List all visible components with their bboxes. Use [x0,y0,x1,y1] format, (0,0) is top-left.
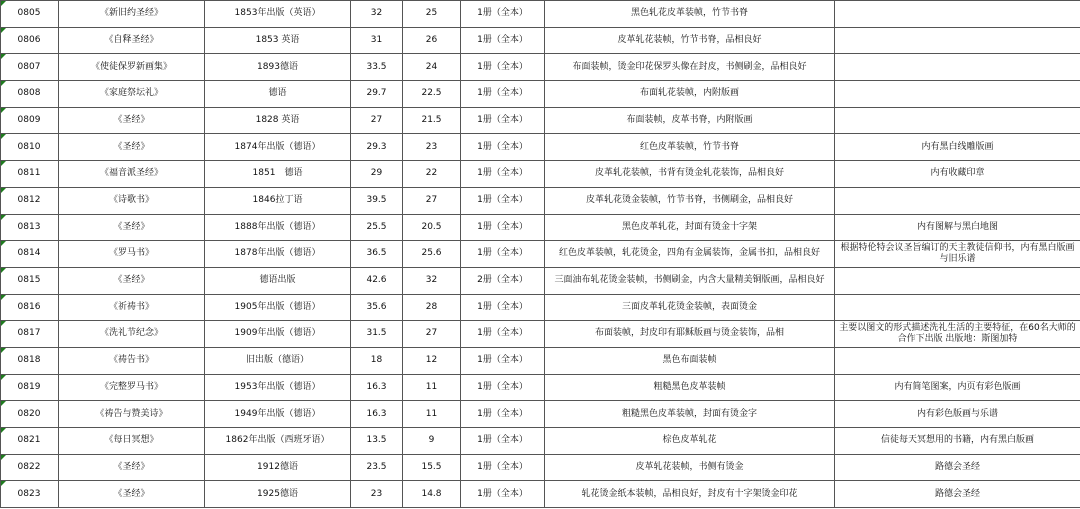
table-row [1,214,1080,241]
title-cell: 《圣经》 [59,107,205,134]
width-cell: 28 [403,294,461,321]
description-cell: 粗糙黑色皮革装帧，封面有烫金字 [545,401,835,428]
volumes-cell: 1册（全本） [461,81,545,108]
table-row [1,134,1080,161]
edition-cell: 1828 英语 [205,107,351,134]
volumes-cell: 1册（全本） [461,294,545,321]
notes-cell: 信徒每天冥想用的书籍，内有黑白版画 [835,428,1080,455]
title-cell: 《祈祷书》 [59,294,205,321]
table-row [1,374,1080,401]
table-row [1,454,1080,481]
width-cell: 23 [403,134,461,161]
notes-cell: 路德会圣经 [835,481,1080,508]
height-cell: 18 [351,347,403,374]
description-cell: 黑色皮革轧花，封面有烫金十字架 [545,214,835,241]
item-number-cell: 0815 [1,267,59,294]
width-cell: 22.5 [403,81,461,108]
height-cell: 35.6 [351,294,403,321]
table-row [1,1,1080,28]
volumes-cell: 1册（全本） [461,374,545,401]
description-cell: 黑色轧花皮革装帧，竹节书脊 [545,1,835,28]
notes-cell [835,54,1080,81]
table-row [1,321,1080,348]
title-cell: 《完整罗马书》 [59,374,205,401]
width-cell: 22 [403,161,461,188]
notes-cell: 路德会圣经 [835,454,1080,481]
item-number-cell: 0821 [1,428,59,455]
description-cell: 棕色皮革轧花 [545,428,835,455]
description-cell: 皮革轧花装帧，竹节书脊，品相良好 [545,27,835,54]
item-number-cell: 0813 [1,214,59,241]
title-cell: 《圣经》 [59,134,205,161]
volumes-cell: 1册（全本） [461,187,545,214]
volumes-cell: 1册（全本） [461,481,545,508]
width-cell: 14.8 [403,481,461,508]
width-cell: 27 [403,187,461,214]
title-cell: 《祷告与赞美诗》 [59,401,205,428]
width-cell: 11 [403,374,461,401]
notes-cell [835,1,1080,28]
edition-cell: 1853 英语 [205,27,351,54]
description-cell: 黑色布面装帧 [545,347,835,374]
table-row [1,107,1080,134]
volumes-cell: 1册（全本） [461,107,545,134]
notes-cell [835,294,1080,321]
volumes-cell: 1册（全本） [461,321,545,348]
width-cell: 32 [403,267,461,294]
title-cell: 《诗歌书》 [59,187,205,214]
item-number-cell: 0810 [1,134,59,161]
table-row [1,267,1080,294]
height-cell: 16.3 [351,401,403,428]
table-row [1,401,1080,428]
table-row [1,81,1080,108]
volumes-cell: 1册（全本） [461,401,545,428]
height-cell: 31 [351,27,403,54]
table-row [1,54,1080,81]
description-cell: 红色皮革装帧，竹节书脊 [545,134,835,161]
edition-cell: 1893德语 [205,54,351,81]
item-number-cell: 0812 [1,187,59,214]
edition-cell: 1888年出版（德语） [205,214,351,241]
title-cell: 《家庭祭坛礼》 [59,81,205,108]
height-cell: 29.7 [351,81,403,108]
width-cell: 25.6 [403,241,461,268]
table-row [1,187,1080,214]
volumes-cell: 1册（全本） [461,347,545,374]
description-cell: 三面皮革轧花烫金装帧，表面烫金 [545,294,835,321]
volumes-cell: 1册（全本） [461,454,545,481]
height-cell: 31.5 [351,321,403,348]
notes-cell [835,347,1080,374]
table-row [1,294,1080,321]
width-cell: 9 [403,428,461,455]
title-cell: 《福音派圣经》 [59,161,205,188]
description-cell: 布面装帧，皮革书脊，内附版画 [545,107,835,134]
notes-cell [835,81,1080,108]
edition-cell: 1912德语 [205,454,351,481]
notes-cell: 内有黑白线雕版画 [835,134,1080,161]
edition-cell: 1874年出版（德语） [205,134,351,161]
notes-cell: 内有彩色版画与乐谱 [835,401,1080,428]
height-cell: 23.5 [351,454,403,481]
height-cell: 36.5 [351,241,403,268]
notes-cell: 主要以图文的形式描述洗礼生活的主要特征，在60名大师的合作下出版 出版地：斯图加特 [835,321,1080,348]
item-number-cell: 0822 [1,454,59,481]
description-cell: 轧花烫金纸本装帧，品相良好，封皮有十字架烫金印花 [545,481,835,508]
height-cell: 13.5 [351,428,403,455]
item-number-cell: 0817 [1,321,59,348]
notes-cell: 内有简笔图案，内页有彩色版画 [835,374,1080,401]
edition-cell: 1909年出版（德语） [205,321,351,348]
height-cell: 33.5 [351,54,403,81]
height-cell: 23 [351,481,403,508]
title-cell: 《洗礼节纪念》 [59,321,205,348]
notes-cell: 内有收藏印章 [835,161,1080,188]
edition-cell: 1953年出版（德语） [205,374,351,401]
width-cell: 25 [403,1,461,28]
height-cell: 29 [351,161,403,188]
title-cell: 《每日冥想》 [59,428,205,455]
title-cell: 《圣经》 [59,214,205,241]
description-cell: 粗糙黑色皮革装帧 [545,374,835,401]
table-row [1,347,1080,374]
item-number-cell: 0816 [1,294,59,321]
catalog-rows [1,1,1080,508]
edition-cell: 1925德语 [205,481,351,508]
height-cell: 42.6 [351,267,403,294]
volumes-cell: 1册（全本） [461,27,545,54]
height-cell: 16.3 [351,374,403,401]
volumes-cell: 1册（全本） [461,1,545,28]
height-cell: 29.3 [351,134,403,161]
height-cell: 32 [351,1,403,28]
item-number-cell: 0805 [1,1,59,28]
item-number-cell: 0818 [1,347,59,374]
height-cell: 39.5 [351,187,403,214]
volumes-cell: 1册（全本） [461,241,545,268]
item-number-cell: 0823 [1,481,59,508]
description-cell: 三面油布轧花烫金装帧，书侧刷金，内含大量精美铜版画，品相良好 [545,267,835,294]
width-cell: 15.5 [403,454,461,481]
description-cell: 皮革轧花烫金装帧，竹节书脊，书侧刷金，品相良好 [545,187,835,214]
notes-cell [835,27,1080,54]
edition-cell: 1949年出版（德语） [205,401,351,428]
volumes-cell: 1册（全本） [461,214,545,241]
width-cell: 27 [403,321,461,348]
width-cell: 21.5 [403,107,461,134]
description-cell: 红色皮革装帧，轧花烫金，四角有金属装饰，金属书扣，品相良好 [545,241,835,268]
height-cell: 25.5 [351,214,403,241]
table-row [1,241,1080,268]
volumes-cell: 1册（全本） [461,54,545,81]
height-cell: 27 [351,107,403,134]
width-cell: 11 [403,401,461,428]
description-cell: 布面装帧，封皮印有耶稣版画与烫金装饰，品相 [545,321,835,348]
notes-cell [835,187,1080,214]
volumes-cell: 2册（全本） [461,267,545,294]
edition-cell: 德语出版 [205,267,351,294]
description-cell: 布面装帧，烫金印花保罗头像在封皮，书侧刷金，品相良好 [545,54,835,81]
edition-cell: 德语 [205,81,351,108]
item-number-cell: 0807 [1,54,59,81]
description-cell: 皮革轧花装帧，书侧有烫金 [545,454,835,481]
title-cell: 《使徒保罗新画集》 [59,54,205,81]
table-row [1,27,1080,54]
table-row [1,161,1080,188]
title-cell: 《新旧约圣经》 [59,1,205,28]
item-number-cell: 0809 [1,107,59,134]
width-cell: 20.5 [403,214,461,241]
title-cell: 《祷告书》 [59,347,205,374]
description-cell: 皮革轧花装帧，书背有烫金轧花装饰，品相良好 [545,161,835,188]
edition-cell: 1846拉丁语 [205,187,351,214]
table-row [1,428,1080,455]
item-number-cell: 0811 [1,161,59,188]
item-number-cell: 0819 [1,374,59,401]
item-number-cell: 0806 [1,27,59,54]
volumes-cell: 1册（全本） [461,428,545,455]
title-cell: 《圣经》 [59,267,205,294]
description-cell: 布面轧花装帧，内附版画 [545,81,835,108]
title-cell: 《圣经》 [59,454,205,481]
edition-cell: 1905年出版（德语） [205,294,351,321]
volumes-cell: 1册（全本） [461,134,545,161]
item-number-cell: 0808 [1,81,59,108]
volumes-cell: 1册（全本） [461,161,545,188]
notes-cell: 根据特伦特会议圣旨编订的天主教徒信仰书，内有黑白版画与旧乐谱 [835,241,1080,268]
width-cell: 12 [403,347,461,374]
edition-cell: 旧出版（德语） [205,347,351,374]
width-cell: 24 [403,54,461,81]
item-number-cell: 0820 [1,401,59,428]
notes-cell [835,107,1080,134]
edition-cell: 1853年出版（英语） [205,1,351,28]
edition-cell: 1878年出版（德语） [205,241,351,268]
notes-cell: 内有图解与黑白地图 [835,214,1080,241]
title-cell: 《圣经》 [59,481,205,508]
notes-cell [835,267,1080,294]
edition-cell: 1862年出版（西班牙语） [205,428,351,455]
table-row [1,481,1080,508]
title-cell: 《罗马书》 [59,241,205,268]
title-cell: 《自释圣经》 [59,27,205,54]
edition-cell: 1851 德语 [205,161,351,188]
item-number-cell: 0814 [1,241,59,268]
width-cell: 26 [403,27,461,54]
